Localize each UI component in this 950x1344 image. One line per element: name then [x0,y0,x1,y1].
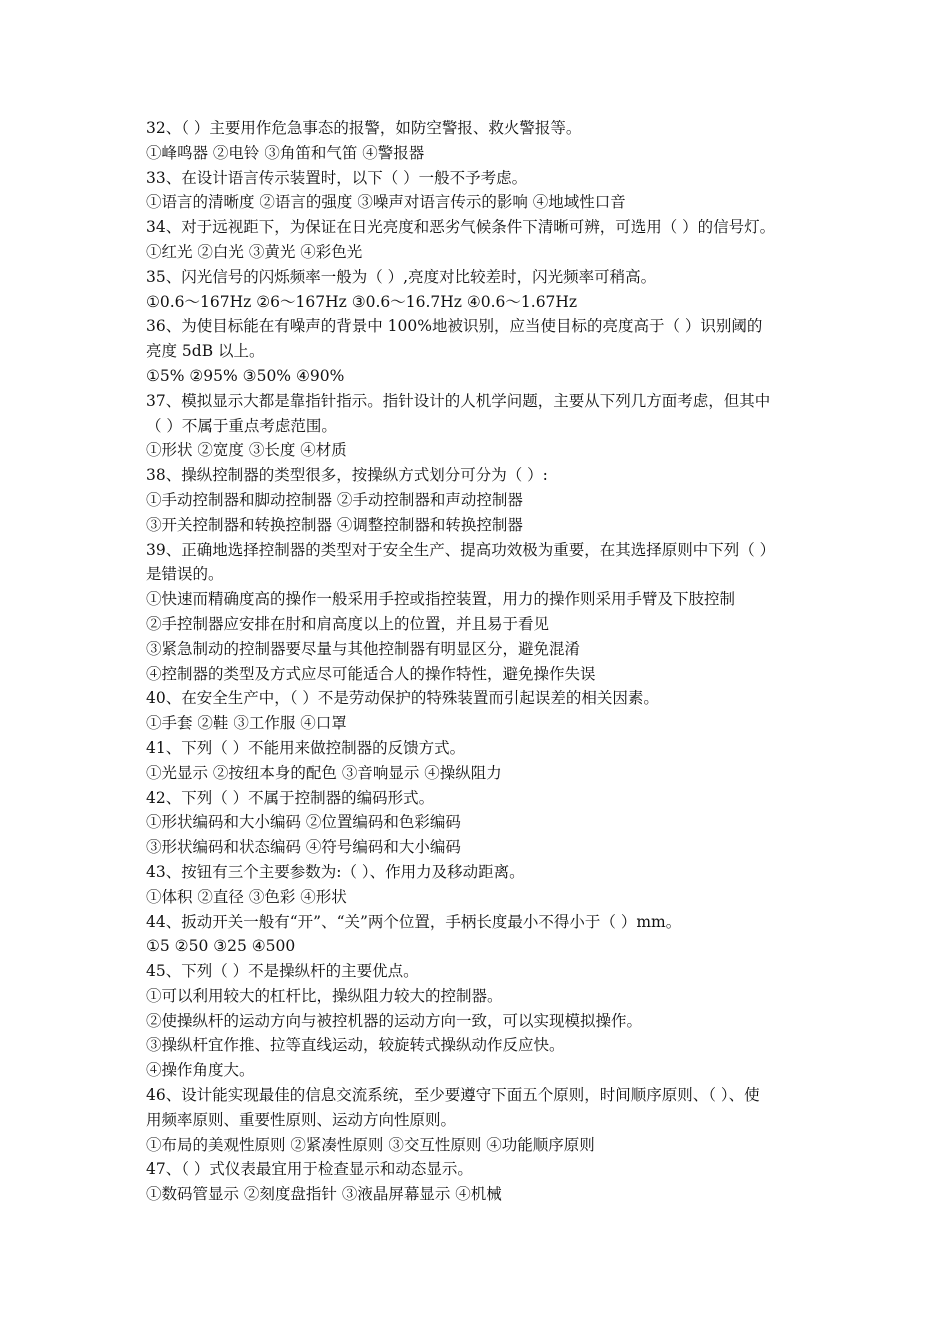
question-37: 37、模拟显示大都是靠指针指示。指针设计的人机学问题，主要从下列几方面考虑，但其中 [146,391,771,410]
option-39-2: ②手控制器应安排在肘和肩高度以上的位置，并且易于看见 [146,614,550,633]
options-42-row1: ①形状编码和大小编码 ②位置编码和色彩编码 [146,813,461,832]
question-36: 36、为使目标能在有噪声的背景中 100%地被识别，应当使目标的亮度高于（ ）识别阈的 [146,317,763,336]
question-33: 33、在设计语言传示装置时，以下（ ）一般不予考虑。 [146,168,528,187]
question-45: 45、下列（ ）不是操纵杆的主要优点。 [146,962,419,981]
options-47: ①数码管显示 ②刻度盘指针 ③液晶屏幕显示 ④机械 [146,1185,502,1204]
options-40: ①手套 ②鞋 ③工作服 ④口罩 [146,714,347,733]
question-39-cont: 是错误的。 [146,565,224,584]
options-38-row2: ③开关控制器和转换控制器 ④调整控制器和转换控制器 [146,515,523,534]
options-37: ①形状 ②宽度 ③长度 ④材质 [146,441,347,460]
options-34: ①红光 ②白光 ③黄光 ④彩色光 [146,242,363,261]
question-36-cont: 亮度 5dB 以上。 [146,342,265,361]
options-43: ①体积 ②直径 ③色彩 ④形状 [146,887,347,906]
options-35: ①0.6～167Hz ②6～167Hz ③0.6～16.7Hz ④0.6～1.67Hz [146,292,578,311]
question-44: 44、扳动开关一般有“开”、“关”两个位置，手柄长度最小不得小于（ ）mm。 [146,912,682,931]
options-33: ①语言的清晰度 ②语言的强度 ③噪声对语言传示的影响 ④地域性口音 [146,193,626,212]
question-35: 35、闪光信号的闪烁频率一般为（ ）,亮度对比较差时，闪光频率可稍高。 [146,267,657,286]
question-32: 32、（ ）主要用作危急事态的报警，如防空警报、救火警报等。 [146,119,582,137]
question-42: 42、下列（ ）不属于控制器的编码形式。 [146,788,435,807]
options-42-row2: ③形状编码和状态编码 ④符号编码和大小编码 [146,838,461,857]
options-32: ①峰鸣器 ②电铃 ③角笛和气笛 ④警报器 [146,143,425,162]
question-39: 39、正确地选择控制器的类型对于安全生产、提高功效极为重要，在其选择原则中下列（ ） [146,540,776,559]
question-40: 40、在安全生产中，（ ）不是劳动保护的特殊装置而引起误差的相关因素。 [146,689,659,708]
question-sheet [146,116,816,1207]
option-45-4: ④操作角度大。 [146,1061,255,1080]
options-36: ①5% ②95% ③50% ④90% [146,366,345,385]
question-38: 38、操纵控制器的类型很多，按操纵方式划分可分为（ ）: [146,466,548,485]
options-46: ①布局的美观性原则 ②紧凑性原则 ③交互性原则 ④功能顺序原则 [146,1135,595,1154]
question-41: 41、下列（ ）不能用来做控制器的反馈方式。 [146,738,466,757]
option-45-2: ②使操纵杆的运动方向与被控机器的运动方向一致，可以实现模拟操作。 [146,1011,643,1030]
question-43: 43、按钮有三个主要参数为:（ ）、作用力及移动距离。 [146,862,525,881]
question-34: 34、对于远视距下，为保证在日光亮度和恶劣气候条件下清晰可辨，可选用（ ）的信号灯。 [146,218,776,237]
option-39-4: ④控制器的类型及方式应尽可能适合人的操作特性，避免操作失误 [146,664,596,683]
option-39-1: ①快速而精确度高的操作一般采用手控或指控装置，用力的操作则采用手臂及下肢控制 [146,590,736,609]
options-41: ①光显示 ②按纽本身的配色 ③音响显示 ④操纵阻力 [146,763,502,782]
option-39-3: ③紧急制动的控制器要尽量与其他控制器有明显区分，避免混淆 [146,639,581,658]
question-46: 46、设计能实现最佳的信息交流系统，至少要遵守下面五个原则，时间顺序原则、（ ）、使 [146,1086,760,1105]
question-37-cont: （ ）不属于重点考虑范围。 [146,416,337,435]
question-47: 47、（ ）式仪表最宜用于检查显示和动态显示。 [146,1160,473,1179]
options-44: ①5 ②50 ③25 ④500 [146,937,296,956]
options-38-row1: ①手动控制器和脚动控制器 ②手动控制器和声动控制器 [146,490,523,509]
question-46-cont: 用频率原则、重要性原则、运动方向性原则。 [146,1110,457,1129]
option-45-1: ①可以利用较大的杠杆比，操纵阻力较大的控制器。 [146,986,503,1005]
option-45-3: ③操纵杆宜作推、拉等直线运动，较旋转式操纵动作反应快。 [146,1036,565,1055]
